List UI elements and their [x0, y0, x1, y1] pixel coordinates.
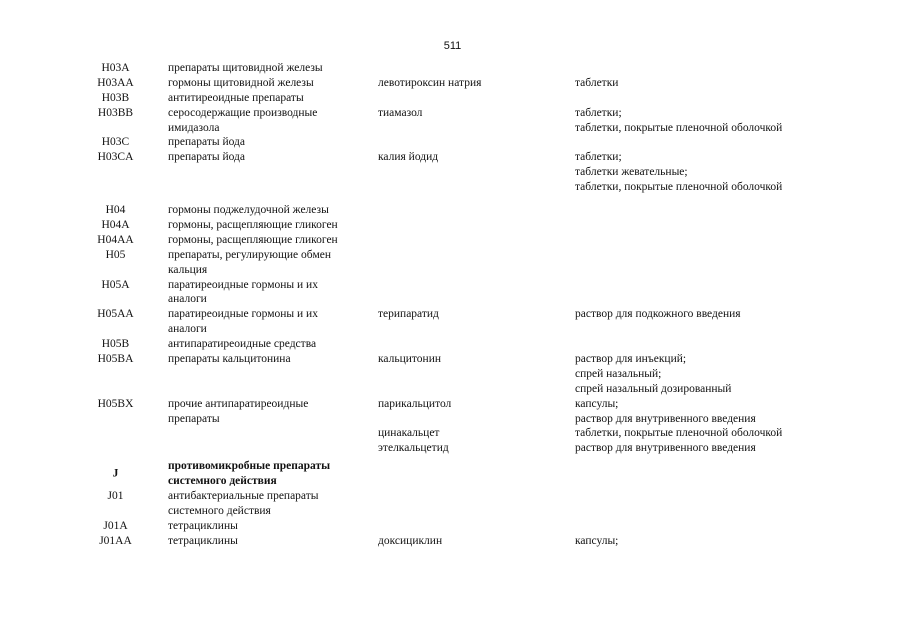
group-name — [168, 534, 368, 549]
table-row — [0, 91, 905, 106]
group-name — [168, 135, 368, 150]
atc-code: J — [112, 467, 119, 480]
group-name — [168, 352, 368, 367]
atc-code: H03CA — [97, 151, 134, 164]
drug-name — [378, 307, 568, 322]
drug-name — [378, 441, 568, 456]
dosage-form-line: таблетки — [575, 76, 619, 89]
group-name-line: тетрациклины — [168, 519, 238, 532]
atc-code: H03C — [101, 136, 130, 149]
table-row — [0, 248, 905, 278]
drug-table — [0, 61, 905, 549]
drug-name-line: тиамазол — [378, 106, 423, 119]
atc-code: H05AA — [97, 308, 134, 321]
table-row — [0, 76, 905, 91]
atc-code: H03BB — [97, 106, 134, 119]
group-name-line: серосодержащие производные — [168, 106, 318, 119]
group-name — [168, 218, 368, 233]
dosage-form-line: раствор для внутривенного введения — [575, 412, 756, 425]
dosage-form-line: раствор для подкожного введения — [575, 308, 741, 321]
table-row — [0, 352, 905, 397]
drug-name-line: цинакальцет — [378, 427, 440, 440]
atc-code: H05BA — [97, 353, 134, 365]
group-name-line: препараты йода — [168, 136, 245, 149]
dosage-form-line: таблетки, покрытые пленочной оболочкой — [575, 181, 783, 194]
group-name — [168, 278, 368, 308]
atc-code: H03A — [101, 62, 130, 74]
drug-name — [378, 106, 568, 121]
dosage-form — [575, 106, 895, 136]
group-name-line: препараты йода — [168, 151, 245, 164]
group-name-line: противомикробные препараты — [168, 460, 331, 473]
atc-code: J01A — [103, 519, 128, 532]
group-name — [168, 203, 368, 218]
drug-name — [378, 76, 568, 91]
group-name — [168, 233, 368, 248]
group-name-line: препараты кальцитонина — [168, 353, 291, 365]
drug-name-line: доксициклин — [378, 534, 443, 547]
drug-name — [378, 150, 568, 165]
dosage-form-line: раствор для инъекций; — [575, 353, 687, 365]
atc-code: H04A — [101, 218, 130, 231]
dosage-form-line: спрей назальный дозированный — [575, 382, 732, 395]
group-name-line: тетрациклины — [168, 534, 238, 547]
group-name — [168, 91, 368, 106]
drug-name-line: терипаратид — [378, 308, 439, 321]
dosage-form-line: таблетки; — [575, 151, 622, 164]
atc-code: H04AA — [97, 233, 134, 246]
group-name — [168, 150, 368, 165]
drug-name-line: калия йодид — [378, 151, 439, 164]
table-row — [0, 106, 905, 136]
group-name — [168, 248, 368, 278]
group-name — [168, 519, 368, 534]
group-name-line: системного действия — [168, 475, 277, 488]
dosage-form-line: таблетки жевательные; — [575, 166, 688, 179]
dosage-form-line: спрей назальный; — [575, 367, 662, 380]
atc-code: H05BX — [97, 397, 134, 410]
drug-name — [378, 534, 568, 549]
table-row — [0, 441, 905, 456]
table-row — [0, 278, 905, 308]
group-name-line: кальция — [168, 263, 208, 276]
group-name-line: прочие антипаратиреоидные — [168, 397, 309, 410]
table-row — [0, 233, 905, 248]
table-row — [0, 519, 905, 534]
drug-name — [378, 352, 568, 367]
group-name-line: антитиреоидные препараты — [168, 91, 304, 104]
group-name — [168, 106, 368, 136]
group-name-line: аналоги — [168, 293, 207, 306]
group-name-line: препараты щитовидной железы — [168, 62, 323, 74]
group-name — [168, 307, 368, 337]
table-row — [0, 135, 905, 150]
group-name — [168, 397, 368, 427]
table-row — [0, 307, 905, 337]
dosage-form-line: капсулы; — [575, 534, 619, 547]
dosage-form — [575, 397, 895, 427]
drug-name — [378, 426, 568, 441]
group-name-line: гормоны поджелудочной железы — [168, 204, 329, 217]
atc-code: H03AA — [97, 76, 134, 89]
atc-code: H03B — [101, 91, 130, 104]
group-name-line: гормоны щитовидной железы — [168, 76, 314, 89]
dosage-form — [575, 441, 895, 456]
table-row — [0, 203, 905, 218]
atc-code: H05 — [105, 248, 126, 261]
dosage-form — [575, 426, 895, 441]
group-name-line: паратиреоидные гормоны и их — [168, 278, 318, 291]
group-name-line: паратиреоидные гормоны и их — [168, 308, 318, 321]
table-row — [0, 489, 905, 519]
group-name-line: гормоны, расщепляющие гликоген — [168, 218, 338, 231]
table-row — [0, 534, 905, 549]
table-row — [0, 150, 905, 195]
group-name-line: гормоны, расщепляющие гликоген — [168, 233, 338, 246]
table-row — [0, 61, 905, 76]
drug-name-line: этелкальцетид — [378, 442, 449, 455]
group-name-line: антибактериальные препараты — [168, 490, 319, 503]
dosage-form — [575, 150, 895, 195]
atc-code: H05A — [101, 278, 130, 291]
drug-name — [378, 397, 568, 412]
dosage-form-line: таблетки; — [575, 106, 622, 119]
group-name-line: препараты, регулирующие обмен — [168, 248, 331, 261]
dosage-form — [575, 352, 895, 397]
drug-name-line: левотироксин натрия — [378, 76, 482, 89]
atc-code: H04 — [105, 204, 126, 217]
group-name — [168, 76, 368, 91]
dosage-form-line: капсулы; — [575, 397, 619, 410]
group-name-line: имидазола — [168, 121, 220, 134]
table-row — [0, 459, 905, 489]
dosage-form — [575, 534, 895, 549]
group-name-line: аналоги — [168, 323, 207, 336]
dosage-form-line: таблетки, покрытые пленочной оболочкой — [575, 121, 783, 134]
group-name-line: антипаратиреоидные средства — [168, 338, 317, 351]
group-name — [168, 459, 368, 489]
dosage-form — [575, 307, 895, 322]
atc-code: H05B — [101, 338, 130, 351]
group-name-line: системного действия — [168, 504, 271, 517]
table-row — [0, 426, 905, 441]
drug-name-line: парикальцитол — [378, 397, 452, 410]
dosage-form — [575, 76, 895, 91]
page-number: 511 — [443, 40, 462, 52]
group-name — [168, 61, 368, 76]
table-row — [0, 397, 905, 427]
table-row — [0, 337, 905, 352]
table-row — [0, 218, 905, 233]
dosage-form-line: раствор для внутривенного введения — [575, 442, 756, 455]
group-name — [168, 337, 368, 352]
atc-code: J01AA — [99, 534, 132, 547]
dosage-form-line: таблетки, покрытые пленочной оболочкой — [575, 427, 783, 440]
group-name — [168, 489, 368, 519]
atc-code: J01 — [107, 490, 124, 503]
drug-name-line: кальцитонин — [378, 353, 441, 365]
group-name-line: препараты — [168, 412, 220, 425]
